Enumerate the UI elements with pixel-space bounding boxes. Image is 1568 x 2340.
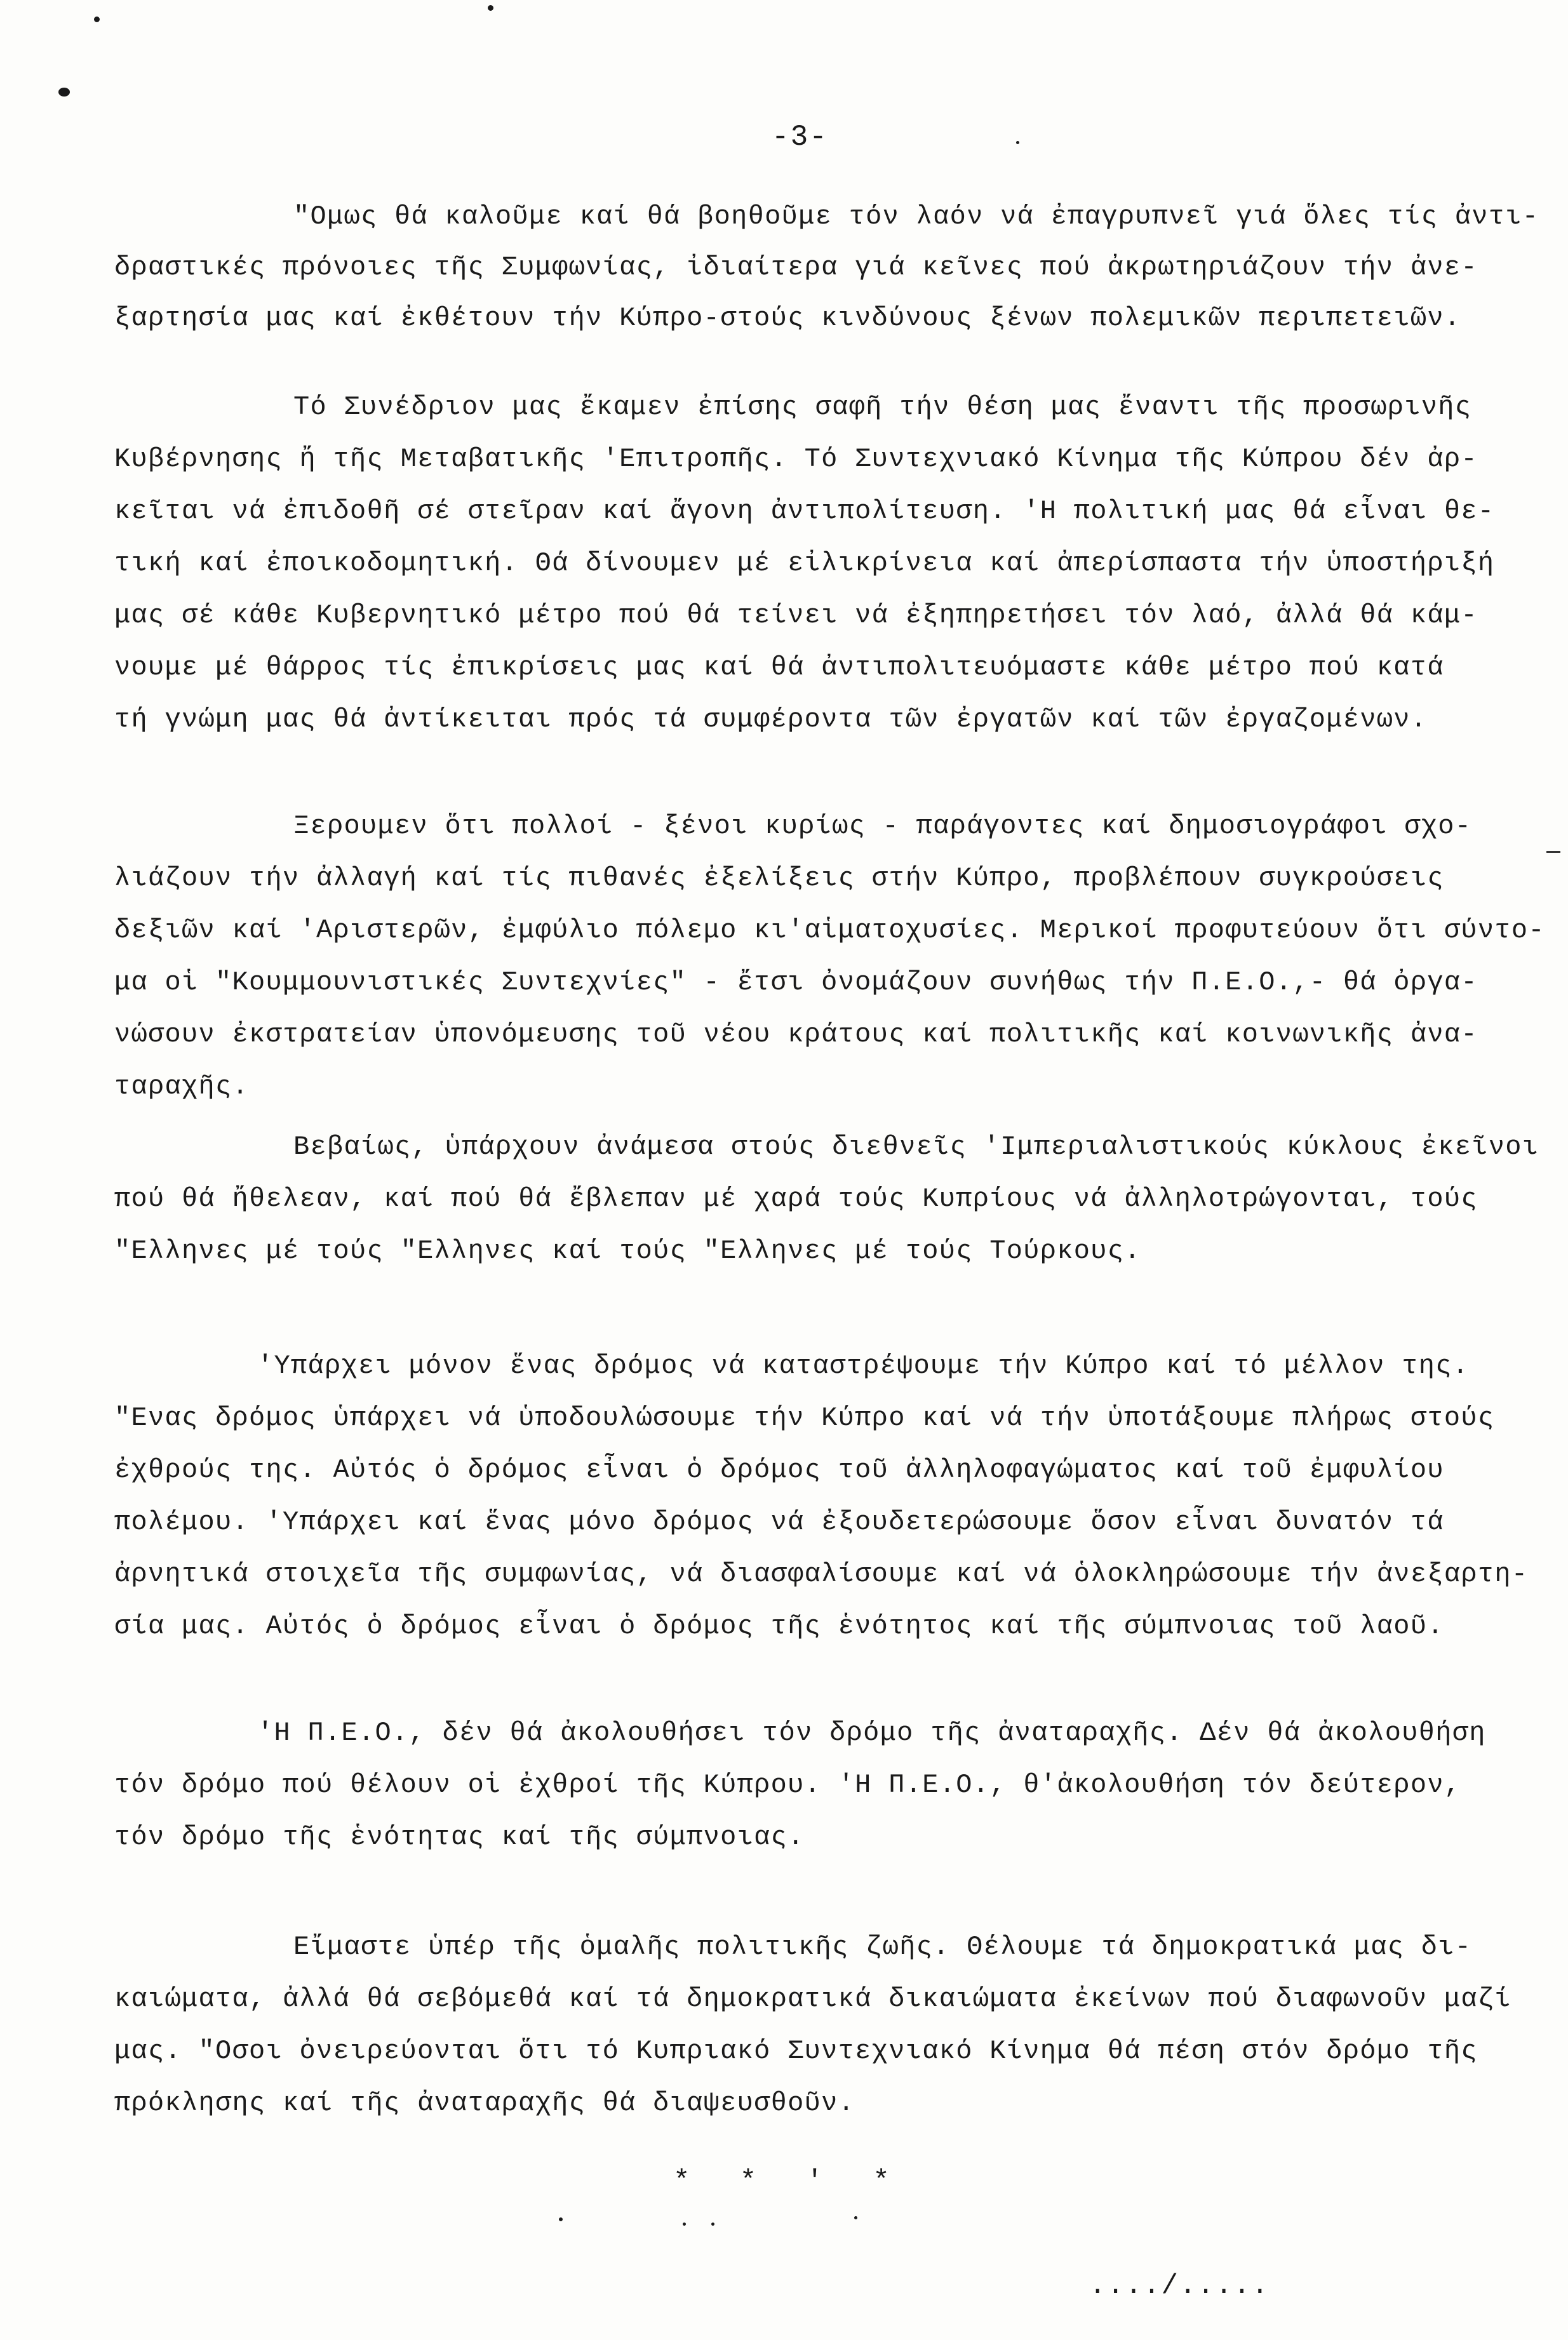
text-line: πρόκλησης καί τῆς ἀναταραχῆς θά διαψευσθοῦν. <box>114 2088 855 2118</box>
text-line: Ξερουμεν ὅτι πολλοί - ξένοι κυρίως - παράγοντες καί δημοσιογράφοι σχο- <box>293 811 1472 841</box>
text-line: ἀρνητικά στοιχεῖα τῆς συμφωνίας, νά διασφαλίσουμε καί νά ὁλοκληρώσουμε τήν ἀνεξαρτη- <box>114 1559 1529 1589</box>
section-separator: * * ' * <box>673 2165 906 2197</box>
ink-speck <box>711 2223 714 2226</box>
text-line: ξαρτησία μας καί ἐκθέτουν τήν Κύπρο-στούς κινδύνους ξένων πολεμικῶν περιπετειῶν. <box>114 303 1461 333</box>
margin-dash <box>1546 851 1560 853</box>
ink-speck <box>683 2223 686 2226</box>
text-line: ἐχθρούς της. Αὐτός ὁ δρόμος εἶναι ὁ δρόμος τοῦ ἀλληλοφαγώματος καί τοῦ ἐμφυλίου <box>114 1455 1444 1485</box>
text-line: Εἴμαστε ὑπέρ τῆς ὁμαλῆς πολιτικῆς ζωῆς. Θέλουμε τά δημοκρατικά μας δι- <box>293 1932 1472 1962</box>
text-line: κεῖται νά ἐπιδοθῆ σέ στεῖραν καί ἄγονη ἀντιπολίτευση. 'Η πολιτική μας θά εἶναι θε- <box>114 496 1495 526</box>
text-line: 'Η Π.Ε.Ο., δέν θά ἀκολουθήσει τόν δρόμο τῆς ἀναταραχῆς. Δέν θά ἀκολουθήση <box>257 1718 1486 1748</box>
text-line: ταραχῆς. <box>114 1071 250 1102</box>
text-line: δεξιῶν καί 'Αριστερῶν, ἐμφύλιο πόλεμο κι'αἱματοχυσίες. Μερικοί προφυτεύουν ὅτι σύντο- <box>114 915 1545 946</box>
text-line: πού θά ἤθελεαν, καί πού θά ἔβλεπαν μέ χαρά τούς Κυπρίους νά ἀλληλοτρώγονται, τούς <box>114 1184 1478 1214</box>
text-line: "Ενας δρόμος ὑπάρχει νά ὑποδουλώσουμε τήν Κύπρο καί νά τήν ὑποτάξουμε πλήρως στούς <box>114 1403 1495 1433</box>
text-line: μας. "Οσοι ὀνειρεύονται ὅτι τό Κυπριακό Συντεχνιακό Κίνημα θά πέση στόν δρόμο τῆς <box>114 2036 1478 2066</box>
ink-speck <box>488 5 493 11</box>
text-line: τόν δρόμο τῆς ἑνότητας καί τῆς σύμπνοιας. <box>114 1822 805 1852</box>
text-line: Βεβαίως, ὑπάρχουν ἀνάμεσα στούς διεθνεῖς 'Ιμπεριαλιστικούς κύκλους ἐκεῖνοι <box>293 1132 1539 1162</box>
text-line: Κυβέρνησης ἤ τῆς Μεταβατικῆς 'Επιτροπῆς. Τό Συντεχνιακό Κίνημα τῆς Κύπρου δέν ἀρ- <box>114 444 1478 474</box>
text-line: "Ομως θά καλοῦμε καί θά βοηθοῦμε τόν λαόν νά ἐπαγρυπνεῖ γιά ὅλες τίς ἀντι- <box>293 201 1539 232</box>
text-line: μα οἱ "Κουμμουνιστικές Συντεχνίες" - ἔτσι ὀνομάζουν συνήθως τήν Π.Ε.Ο.,- θά ὀργα- <box>114 967 1478 998</box>
continuation-mark: ..../..... <box>1089 2270 1270 2302</box>
ink-speck <box>854 2216 857 2219</box>
text-line: "Ελληνες μέ τούς "Ελληνες καί τούς "Ελληνες μέ τούς Τούρκους. <box>114 1236 1141 1266</box>
text-line: Τό Συνέδριον μας ἔκαμεν ἐπίσης σαφῆ τήν θέση μας ἔναντι τῆς προσωρινῆς <box>293 392 1472 422</box>
ink-speck <box>58 88 70 97</box>
text-line: 'Υπάρχει μόνον ἕνας δρόμος νά καταστρέψουμε τήν Κύπρο καί τό μέλλον της. <box>257 1351 1470 1381</box>
text-line: δραστικές πρόνοιες τῆς Συμφωνίας, ἰδιαίτερα γιά κεῖνες πού ἀκρωτηριάζουν τήν ἀνε- <box>114 252 1478 283</box>
text-line: νώσουν ἐκστρατείαν ὑπονόμευσης τοῦ νέου κράτους καί πολιτικῆς καί κοινωνικῆς ἀνα- <box>114 1019 1478 1050</box>
text-line: τή γνώμη μας θά ἀντίκειται πρός τά συμφέροντα τῶν ἐργατῶν καί τῶν ἐργαζομένων. <box>114 704 1428 735</box>
page-number: -3- <box>772 121 828 154</box>
text-line: σία μας. Αὐτός ὁ δρόμος εἶναι ὁ δρόμος τῆς ἑνότητος καί τῆς σύμπνοιας τοῦ λαοῦ. <box>114 1611 1444 1641</box>
ink-speck <box>94 17 100 22</box>
text-line: νουμε μέ θάρρος τίς ἐπικρίσεις μας καί θά ἀντιπολιτευόμαστε κάθε μέτρο πού κατά <box>114 652 1444 683</box>
text-line: καιώματα, ἀλλά θά σεβόμεθά καί τά δημοκρατικά δικαιώματα ἐκείνων πού διαφωνοῦν μαζί <box>114 1984 1511 2014</box>
text-line: πολέμου. 'Υπάρχει καί ἕνας μόνο δρόμος νά ἐξουδετερώσουμε ὅσον εἶναι δυνατόν τά <box>114 1507 1444 1537</box>
text-line: μας σέ κάθε Κυβερνητικό μέτρο πού θά τείνει νά ἐξηπηρετήσει τόν λαό, ἀλλά θά κάμ- <box>114 600 1478 631</box>
ink-speck <box>1016 141 1019 144</box>
ink-speck <box>559 2217 563 2221</box>
text-line: τόν δρόμο πού θέλουν οἱ ἐχθροί τῆς Κύπρου. 'Η Π.Ε.Ο., θ'ἀκολουθήση τόν δεύτερον, <box>114 1770 1461 1800</box>
text-line: λιάζουν τήν ἀλλαγή καί τίς πιθανές ἐξελίξεις στήν Κύπρο, προβλέπουν συγκρούσεις <box>114 863 1444 893</box>
text-line: τική καί ἐποικοδομητική. Θά δίνουμεν μέ εἰλικρίνεια καί ἀπερίσπαστα τήν ὑποστήριξή <box>114 548 1495 578</box>
